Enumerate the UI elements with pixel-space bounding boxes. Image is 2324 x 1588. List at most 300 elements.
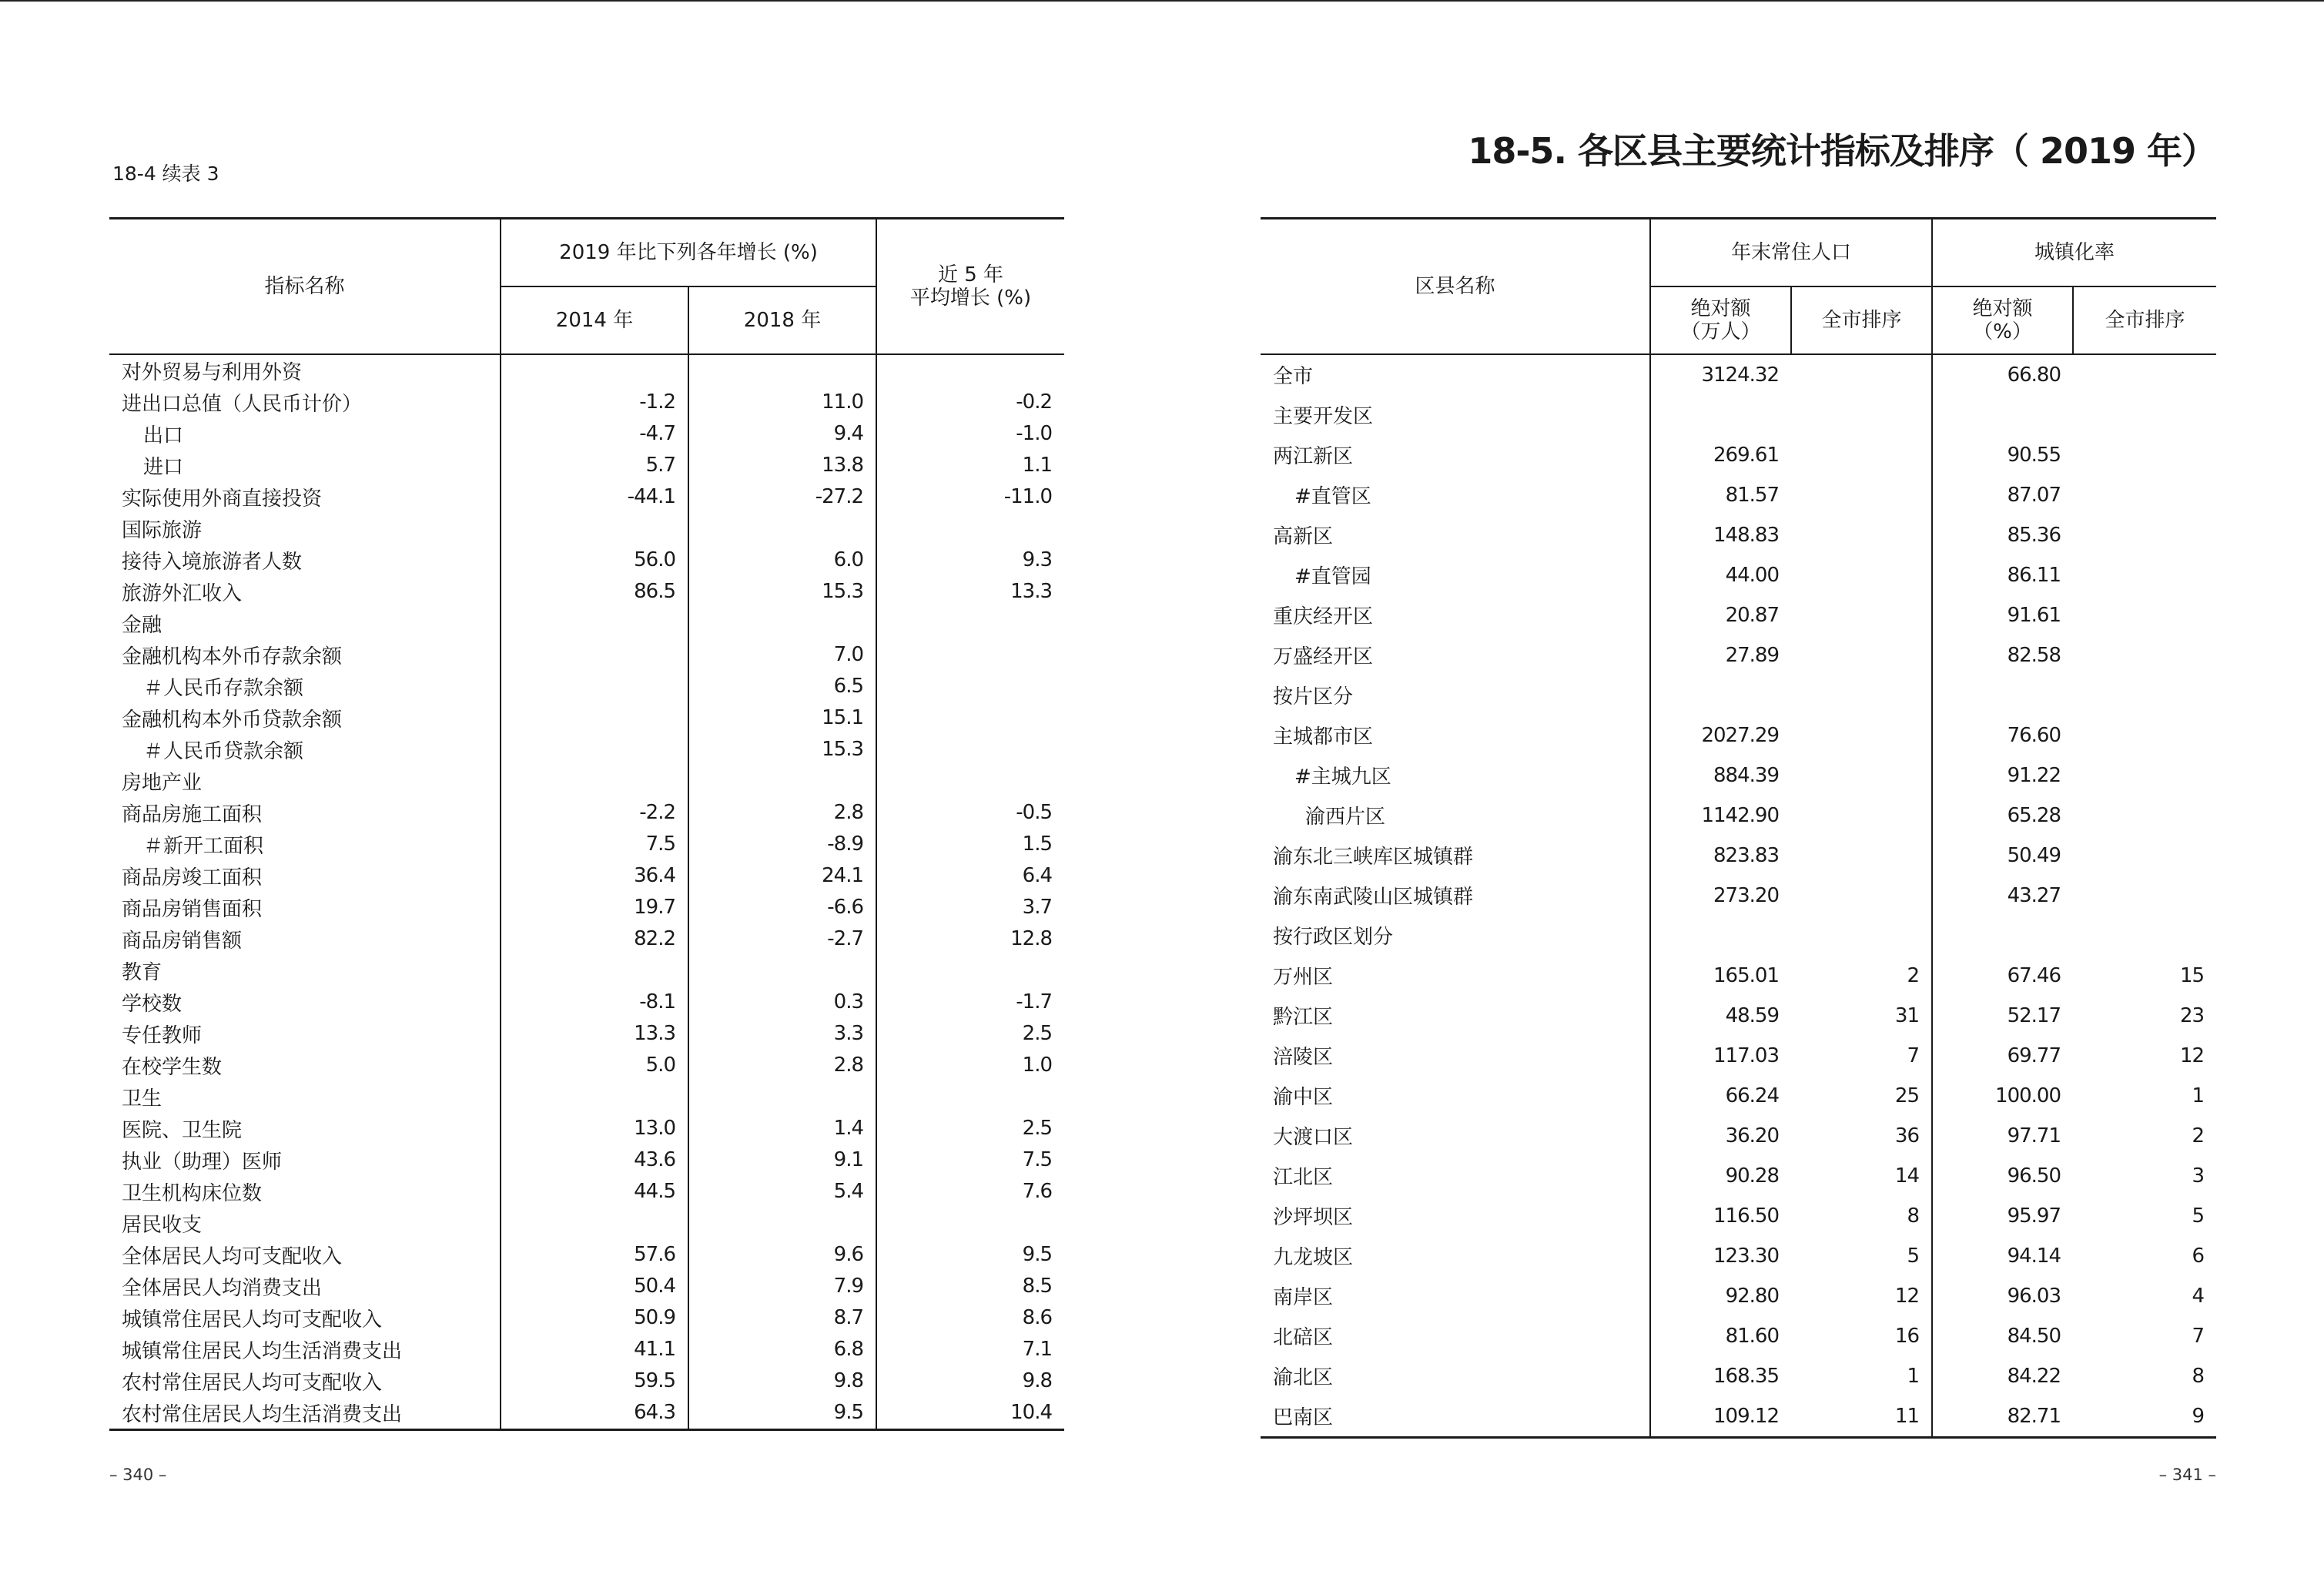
population-rank (1791, 515, 1932, 555)
urbanization-value: 84.22 (1932, 1356, 2073, 1396)
header-avg-line1: 近 5 年 (937, 263, 1004, 286)
district-label: 渝东南武陵山区城镇群 (1273, 886, 1474, 909)
table-row (109, 418, 1064, 450)
growth-2014-value: 86.5 (501, 576, 688, 608)
five-year-avg-value: 2.5 (876, 1113, 1064, 1144)
indicator-label: 房地产业 (122, 771, 203, 795)
urbanization-value: 84.50 (1932, 1316, 2073, 1356)
five-year-avg-value: -11.0 (876, 481, 1064, 513)
growth-2014-value: 59.5 (501, 1365, 688, 1397)
urbanization-value: 97.71 (1932, 1116, 2073, 1156)
growth-2018-value: 9.8 (688, 1365, 876, 1397)
indicator-label: 农村常住居民人均可支配收入 (122, 1371, 383, 1395)
growth-2018-value (688, 513, 876, 544)
five-year-avg-value (876, 1208, 1064, 1239)
table-row (1261, 635, 2216, 675)
table-row (109, 1176, 1064, 1208)
indicator-label: 全体居民人均可支配收入 (122, 1245, 343, 1268)
urbanization-value: 96.50 (1932, 1156, 2073, 1196)
population-value: 2027.29 (1650, 715, 1791, 755)
growth-2014-value: 56.0 (501, 544, 688, 576)
urbanization-value: 95.97 (1932, 1196, 2073, 1236)
population-value: 109.12 (1650, 1396, 1791, 1438)
five-year-avg-value: 8.5 (876, 1271, 1064, 1302)
population-rank: 7 (1907, 1044, 1920, 1067)
population-rank: 36 (1894, 1124, 1920, 1147)
district-label: 两江新区 (1273, 445, 1354, 468)
urbanization-value (1932, 675, 2073, 715)
five-year-avg-value: 9.3 (876, 544, 1064, 576)
table-row (1261, 515, 2216, 555)
district-label: 渝中区 (1273, 1086, 1334, 1109)
population-rank (1791, 675, 1932, 715)
table-row (109, 354, 1064, 387)
indicator-label: 商品房销售额 (122, 929, 243, 953)
five-year-avg-value: 1.1 (876, 450, 1064, 481)
table-row (1261, 1316, 2216, 1356)
table-row (109, 1050, 1064, 1081)
five-year-avg-value: 3.7 (876, 892, 1064, 923)
growth-2018-value: 9.6 (688, 1239, 876, 1271)
growth-2018-value: 6.0 (688, 544, 876, 576)
table-row (1261, 555, 2216, 595)
population-rank: 31 (1894, 1003, 1920, 1027)
growth-2014-value (501, 671, 688, 702)
urbanization-rank (2073, 354, 2216, 395)
district-label: 北碚区 (1273, 1326, 1334, 1349)
five-year-avg-value: 10.4 (876, 1397, 1064, 1430)
growth-2014-value (501, 734, 688, 766)
table-row (1261, 1356, 2216, 1396)
district-label: 九龙坡区 (1273, 1246, 1354, 1269)
growth-2018-value: 2.8 (688, 797, 876, 829)
district-label: #直管园 (1294, 565, 1371, 588)
growth-2018-value: 15.3 (688, 576, 876, 608)
table-row (1261, 1276, 2216, 1316)
population-rank: 16 (1894, 1324, 1920, 1348)
population-value: 823.83 (1650, 836, 1791, 876)
table-row (1261, 996, 2216, 1036)
header-growth-group: 2019 年比下列各年增长 (%) (501, 219, 876, 286)
growth-2018-value: 7.9 (688, 1271, 876, 1302)
growth-2014-value (501, 766, 688, 797)
urbanization-rank (2073, 555, 2216, 595)
urbanization-value: 91.61 (1932, 595, 2073, 635)
growth-2018-value: 2.8 (688, 1050, 876, 1081)
table-row (109, 860, 1064, 892)
district-label: 沙坪坝区 (1273, 1206, 1354, 1229)
five-year-avg-value: -1.7 (876, 987, 1064, 1018)
growth-2018-value: 15.3 (688, 734, 876, 766)
table-row (1261, 435, 2216, 475)
growth-2018-value: 6.5 (688, 671, 876, 702)
district-label: 江北区 (1273, 1166, 1334, 1189)
table-row (109, 1208, 1064, 1239)
table-row (1261, 755, 2216, 796)
growth-2018-value: 13.8 (688, 450, 876, 481)
urbanization-rank: 2 (2192, 1124, 2205, 1147)
indicator-label: 居民收支 (122, 1213, 203, 1237)
urbanization-rank: 8 (2192, 1364, 2205, 1388)
indicator-label: 实际使用外商直接投资 (122, 487, 323, 511)
table-row (109, 1397, 1064, 1430)
indicator-label: 教育 (122, 960, 162, 984)
five-year-avg-value (876, 702, 1064, 734)
district-label: #直管区 (1294, 485, 1371, 508)
population-value: 269.61 (1650, 435, 1791, 475)
urbanization-value: 66.80 (1932, 354, 2073, 395)
population-value: 27.89 (1650, 635, 1791, 675)
urbanization-value (1932, 916, 2073, 956)
table-row (109, 923, 1064, 955)
table-row (109, 513, 1064, 544)
population-value: 273.20 (1650, 876, 1791, 916)
population-rank (1791, 635, 1932, 675)
growth-2018-value: 11.0 (688, 387, 876, 418)
header-urb-abs-line1: 绝对额 (1972, 296, 2033, 320)
urbanization-value: 52.17 (1932, 996, 2073, 1036)
growth-2014-value: -1.2 (501, 387, 688, 418)
growth-2018-value: 9.5 (688, 1397, 876, 1430)
growth-2018-value (688, 354, 876, 387)
table-row (1261, 475, 2216, 515)
urbanization-rank: 7 (2192, 1324, 2205, 1348)
growth-2018-value: 9.1 (688, 1144, 876, 1176)
district-label: 巴南区 (1273, 1406, 1334, 1429)
indicator-label: 金融 (122, 613, 162, 637)
urbanization-value: 69.77 (1932, 1036, 2073, 1076)
population-value: 116.50 (1650, 1196, 1791, 1236)
urbanization-value: 82.71 (1932, 1396, 2073, 1438)
indicator-label: 农村常住居民人均生活消费支出 (122, 1402, 403, 1426)
growth-2014-value (501, 955, 688, 987)
urbanization-rank: 5 (2192, 1204, 2205, 1228)
five-year-avg-value: 8.6 (876, 1302, 1064, 1334)
population-rank (1791, 475, 1932, 515)
population-rank (1791, 435, 1932, 475)
table-row (109, 1271, 1064, 1302)
growth-2018-value (688, 1081, 876, 1113)
urbanization-rank (2073, 675, 2216, 715)
five-year-avg-value: 12.8 (876, 923, 1064, 955)
growth-2018-value: -8.9 (688, 829, 876, 860)
indicator-label: 在校学生数 (122, 1055, 223, 1079)
five-year-avg-value: 2.5 (876, 1018, 1064, 1050)
population-rank: 11 (1894, 1404, 1920, 1428)
urbanization-value: 90.55 (1932, 435, 2073, 475)
table-row (109, 734, 1064, 766)
population-rank: 5 (1907, 1244, 1920, 1268)
urbanization-rank: 12 (2179, 1044, 2205, 1067)
urbanization-rank (2073, 796, 2216, 836)
urbanization-value: 87.07 (1932, 475, 2073, 515)
five-year-avg-value (876, 734, 1064, 766)
header-2018: 2018 年 (688, 286, 876, 354)
indicator-label: 金融机构本外币存款余额 (122, 645, 343, 668)
district-label: 涪陵区 (1273, 1046, 1334, 1069)
table-row (109, 639, 1064, 671)
growth-2018-value (688, 1208, 876, 1239)
population-value: 36.20 (1650, 1116, 1791, 1156)
urbanization-value: 76.60 (1932, 715, 2073, 755)
five-year-avg-value: 7.6 (876, 1176, 1064, 1208)
five-year-avg-value: -1.0 (876, 418, 1064, 450)
table-row (109, 829, 1064, 860)
five-year-avg-value (876, 513, 1064, 544)
table-row (1261, 1076, 2216, 1116)
growth-2014-value (501, 513, 688, 544)
growth-2018-value: 6.8 (688, 1334, 876, 1365)
table-row (109, 387, 1064, 418)
growth-2014-value: 41.1 (501, 1334, 688, 1365)
table-row (109, 1302, 1064, 1334)
header-avg-line2: 平均增长 (%) (909, 286, 1032, 310)
five-year-avg-value (876, 639, 1064, 671)
growth-2014-value: 13.0 (501, 1113, 688, 1144)
table-row (109, 544, 1064, 576)
table-row (109, 892, 1064, 923)
population-value (1650, 395, 1791, 435)
urbanization-rank: 4 (2192, 1284, 2205, 1308)
five-year-avg-value: 1.0 (876, 1050, 1064, 1081)
urbanization-rank (2073, 715, 2216, 755)
urbanization-rank: 3 (2192, 1164, 2205, 1188)
indicator-label: 进口 (143, 455, 184, 479)
growth-2018-value: 9.4 (688, 418, 876, 450)
district-label: 渝东北三峡库区城镇群 (1273, 846, 1474, 869)
right-page-number: – 341 – (2158, 1466, 2216, 1484)
five-year-avg-value: -0.5 (876, 797, 1064, 829)
urbanization-rank (2073, 755, 2216, 796)
growth-2018-value: -2.7 (688, 923, 876, 955)
table-row (109, 987, 1064, 1018)
population-value: 44.00 (1650, 555, 1791, 595)
table-row (109, 1018, 1064, 1050)
population-value: 90.28 (1650, 1156, 1791, 1196)
population-rank (1791, 796, 1932, 836)
district-indicators-table (1261, 217, 2216, 1439)
population-rank (1791, 395, 1932, 435)
growth-2014-value: 7.5 (501, 829, 688, 860)
growth-2014-value: 13.3 (501, 1018, 688, 1050)
growth-2018-value: 3.3 (688, 1018, 876, 1050)
table-row (1261, 956, 2216, 996)
urbanization-rank (2073, 515, 2216, 555)
table-row (1261, 1156, 2216, 1196)
table-row (109, 955, 1064, 987)
table-row (109, 671, 1064, 702)
population-value (1650, 916, 1791, 956)
indicator-label: 医院、卫生院 (122, 1118, 243, 1142)
growth-2014-value (501, 608, 688, 639)
growth-table-body (109, 354, 1064, 1430)
population-value: 66.24 (1650, 1076, 1791, 1116)
table-row (1261, 1236, 2216, 1276)
growth-2014-value: 44.5 (501, 1176, 688, 1208)
growth-2018-value (688, 766, 876, 797)
header-pop-abs-line2: （万人） (1680, 320, 1761, 343)
table-row (109, 1365, 1064, 1397)
urbanization-value: 85.36 (1932, 515, 2073, 555)
table-row (1261, 1396, 2216, 1438)
table-row (1261, 836, 2216, 876)
table-row (109, 450, 1064, 481)
five-year-avg-value: 1.5 (876, 829, 1064, 860)
district-label: 重庆经开区 (1273, 605, 1374, 628)
five-year-avg-value: 7.1 (876, 1334, 1064, 1365)
header-urbanization-group: 城镇化率 (1932, 219, 2216, 286)
district-table-body (1261, 354, 2216, 1438)
growth-2014-value: 5.0 (501, 1050, 688, 1081)
population-rank: 14 (1894, 1164, 1920, 1188)
population-rank (1791, 755, 1932, 796)
urbanization-rank (2073, 595, 2216, 635)
urbanization-rank (2073, 435, 2216, 475)
header-pop-absolute (1650, 286, 1791, 354)
urbanization-rank: 6 (2192, 1244, 2205, 1268)
population-value: 81.57 (1650, 475, 1791, 515)
growth-2018-value: 0.3 (688, 987, 876, 1018)
population-rank: 1 (1907, 1364, 1920, 1388)
urbanization-rank (2073, 916, 2216, 956)
growth-2018-value (688, 608, 876, 639)
urbanization-value: 94.14 (1932, 1236, 2073, 1276)
indicator-label: 商品房竣工面积 (122, 866, 263, 889)
table-row (109, 702, 1064, 734)
indicator-label: ＃人民币存款余额 (143, 676, 304, 700)
five-year-avg-value: 9.8 (876, 1365, 1064, 1397)
indicator-label: ＃新开工面积 (143, 834, 264, 858)
population-rank: 2 (1907, 963, 1920, 987)
district-label: 主城都市区 (1273, 725, 1374, 749)
growth-2014-value: 50.9 (501, 1302, 688, 1334)
header-pop-abs-line1: 绝对额 (1690, 296, 1751, 320)
five-year-avg-value (876, 955, 1064, 987)
population-value: 117.03 (1650, 1036, 1791, 1076)
five-year-avg-value (876, 1081, 1064, 1113)
indicator-label: 进出口总值（人民币计价） (122, 392, 363, 416)
district-label: 按片区分 (1273, 685, 1354, 709)
five-year-avg-value (876, 354, 1064, 387)
growth-2014-value (501, 639, 688, 671)
right-page (1261, 0, 2216, 1588)
indicator-label: 学校数 (122, 992, 183, 1016)
table-row (1261, 675, 2216, 715)
population-value: 884.39 (1650, 755, 1791, 796)
table-row (109, 1334, 1064, 1365)
five-year-avg-value: -0.2 (876, 387, 1064, 418)
urbanization-rank: 9 (2192, 1404, 2205, 1428)
table-row (1261, 595, 2216, 635)
growth-2014-value: 5.7 (501, 450, 688, 481)
indicator-label: 出口 (143, 424, 184, 447)
urbanization-value: 86.11 (1932, 555, 2073, 595)
right-table-title: 18-5. 各区县主要统计指标及排序（ 2019 年） (1468, 130, 2216, 172)
urbanization-value: 82.58 (1932, 635, 2073, 675)
header-population-group: 年末常住人口 (1650, 219, 1932, 286)
growth-2014-value (501, 1081, 688, 1113)
district-label: 主要开发区 (1273, 405, 1374, 428)
indicator-label: 全体居民人均消费支出 (122, 1276, 323, 1300)
district-label: 万州区 (1273, 966, 1334, 989)
table-row (109, 481, 1064, 513)
urbanization-rank (2073, 475, 2216, 515)
urbanization-value: 50.49 (1932, 836, 2073, 876)
indicator-label: 城镇常住居民人均生活消费支出 (122, 1339, 403, 1363)
table-row (1261, 916, 2216, 956)
urbanization-value: 91.22 (1932, 755, 2073, 796)
indicator-label: 执业（助理）医师 (122, 1150, 283, 1174)
indicator-label: ＃人民币贷款余额 (143, 739, 304, 763)
population-rank (1791, 595, 1932, 635)
table-row (1261, 1196, 2216, 1236)
growth-2018-value: -27.2 (688, 481, 876, 513)
left-page (108, 0, 1064, 1588)
urbanization-rank: 23 (2179, 1003, 2205, 1027)
indicator-label: 金融机构本外币贷款余额 (122, 708, 343, 732)
district-label: 按行政区划分 (1273, 926, 1394, 949)
growth-2014-value: 43.6 (501, 1144, 688, 1176)
urbanization-rank (2073, 836, 2216, 876)
urbanization-value: 96.03 (1932, 1276, 2073, 1316)
population-rank (1791, 916, 1932, 956)
header-district-name: 区县名称 (1261, 219, 1650, 354)
population-value: 148.83 (1650, 515, 1791, 555)
indicator-label: 商品房销售面积 (122, 897, 263, 921)
population-value: 168.35 (1650, 1356, 1791, 1396)
five-year-avg-value (876, 608, 1064, 639)
urbanization-value: 67.46 (1932, 956, 2073, 996)
five-year-avg-value: 6.4 (876, 860, 1064, 892)
header-pop-rank: 全市排序 (1791, 286, 1932, 354)
five-year-avg-value: 13.3 (876, 576, 1064, 608)
population-rank: 12 (1894, 1284, 1920, 1308)
population-value: 92.80 (1650, 1276, 1791, 1316)
indicator-label: 专任教师 (122, 1023, 203, 1047)
growth-indicators-table (109, 217, 1064, 1431)
population-value: 81.60 (1650, 1316, 1791, 1356)
header-indicator-name: 指标名称 (109, 219, 501, 354)
indicator-label: 卫生机构床位数 (122, 1181, 263, 1205)
growth-2014-value: -8.1 (501, 987, 688, 1018)
growth-2014-value (501, 1208, 688, 1239)
population-rank (1791, 354, 1932, 395)
table-row (1261, 395, 2216, 435)
growth-2014-value: 19.7 (501, 892, 688, 923)
header-urb-absolute (1932, 286, 2073, 354)
population-rank (1791, 876, 1932, 916)
urbanization-rank (2073, 876, 2216, 916)
urbanization-rank (2073, 395, 2216, 435)
header-urb-rank: 全市排序 (2073, 286, 2216, 354)
population-value: 20.87 (1650, 595, 1791, 635)
indicator-label: 旅游外汇收入 (122, 581, 243, 605)
population-value (1650, 675, 1791, 715)
population-rank (1791, 715, 1932, 755)
indicator-label: 国际旅游 (122, 518, 203, 542)
table-row (1261, 1036, 2216, 1076)
urbanization-value: 43.27 (1932, 876, 2073, 916)
table-row (109, 1081, 1064, 1113)
population-value: 3124.32 (1650, 354, 1791, 395)
growth-2018-value (688, 955, 876, 987)
growth-2018-value: 8.7 (688, 1302, 876, 1334)
table-row (109, 1239, 1064, 1271)
population-rank (1791, 836, 1932, 876)
table-row (1261, 1116, 2216, 1156)
table-row (109, 1113, 1064, 1144)
district-label: 南岸区 (1273, 1286, 1334, 1309)
